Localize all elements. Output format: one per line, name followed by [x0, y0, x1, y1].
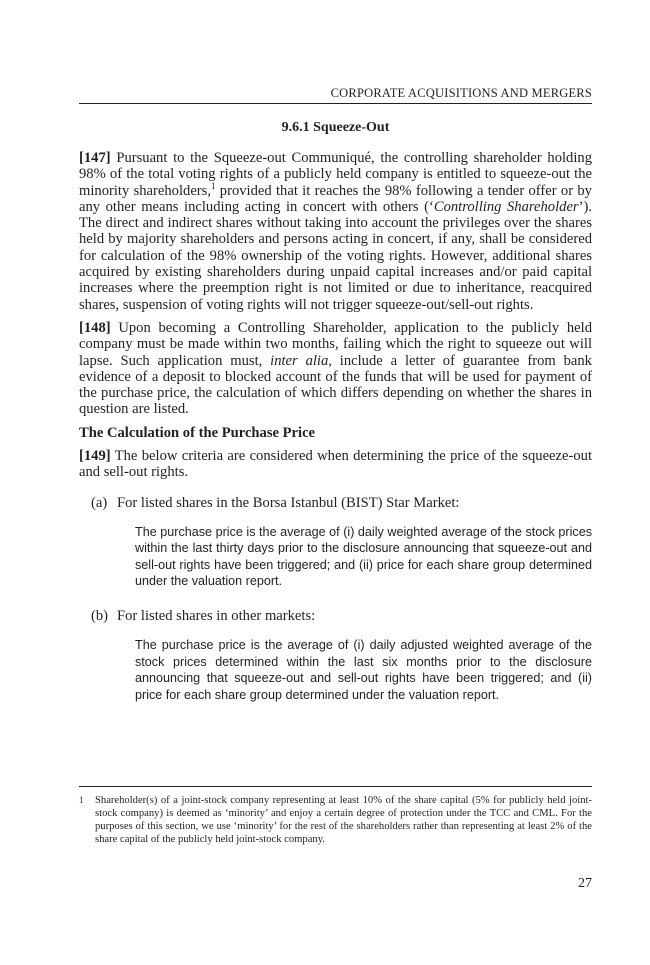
italic-phrase: inter alia: [270, 352, 329, 369]
paragraph-number: [149]: [79, 448, 111, 465]
paragraph-text: ’). The direct and indirect shares without taking into account the privileges over the shares held by majority shareholders and persons acting in concert, if any, shall be considered for calculation of the 98% ownership of the voting rights. However, additional shares acquired by existing shareholders during unpaid capital increases and/or paid capital increases where the preemption right is not limited or due to inheritance, reacquired shares, suspension of voting rights will not trigger squeeze-out/sell-out rights.: [79, 198, 592, 313]
body-text: [79, 150, 592, 703]
list-label: For listed shares in other markets:: [117, 607, 316, 624]
running-head: CORPORATE ACQUISITIONS AND MERGERS: [330, 86, 592, 100]
footnote-rule: [79, 786, 592, 787]
paragraph-text: The below criteria are considered when determining the price of the squeeze-out and sell-out rights.: [79, 448, 592, 481]
paragraph-147: [79, 150, 592, 313]
list-marker: (b): [91, 607, 109, 624]
list-item: [91, 608, 592, 624]
paragraph-148: [79, 320, 592, 418]
paragraph-text: provided that it reaches the 98% following a tender offer or by any other means including acting in concert with others (‘: [79, 182, 592, 215]
paragraph-number: [147]: [79, 150, 111, 166]
block-quote: The purchase price is the average of (i) daily adjusted weighted average of the stock prices determined within the last six months prior to the disclosure announcing that squeeze-out and sell-out rights have been triggered; and (ii) price for each share group determined under the valuation report.: [135, 638, 592, 702]
list-label: For listed shares in the Borsa Istanbul (BIST) Star Market:: [117, 494, 460, 511]
list-item: [91, 495, 592, 511]
subheading: The Calculation of the Purchase Price: [79, 424, 316, 441]
footnote-text: Shareholder(s) of a joint-stock company representing at least 10% of the share capital (5% for publicly held joint-stock company) is deemed as ‘minority’ and enjoy a certain degree of protection under the TCC and CML. For the purposes of this section, we use ‘minority’ for the rest of the shareholders rather than representing at least 2% of the share capital of the publicly held joint-stock company.: [95, 795, 592, 845]
defined-term: Controlling Shareholder: [433, 198, 579, 215]
footnote-reference[interactable]: 1: [210, 180, 216, 191]
page-number: 27: [578, 876, 592, 891]
section-title: 9.6.1 Squeeze-Out: [281, 120, 390, 135]
block-quote: The purchase price is the average of (i) daily weighted average of the stock prices within the last thirty days prior to the disclosure announcing that squeeze-out and sell-out rights have been triggered; and (ii) price for each share group determined under the valuation report.: [135, 524, 592, 589]
footnote: [79, 794, 592, 846]
paragraph-149: [79, 448, 592, 481]
paragraph-text: , include a letter of guarantee from bank evidence of a deposit to blocked account of the funds that will be used for payment of the purchase price, the calculation of which differs depending on whether the shares in question are listed.: [79, 352, 592, 418]
header-rule: [79, 103, 592, 104]
list-marker: (a): [91, 494, 108, 511]
paragraph-text: Upon becoming a Controlling Shareholder, application to the publicly held company must be made within two months, failing which the right to squeeze out will lapse. Such application must,: [79, 319, 592, 369]
paragraph-number: [148]: [79, 319, 111, 336]
footnote-marker: 1: [79, 795, 84, 805]
paragraph-text: Pursuant to the Squeeze-out Communiqué, the controlling shareholder holding 98% of the total voting rights of a publicly held company is entitled to squeeze-out the minority shareholders,: [79, 150, 592, 199]
